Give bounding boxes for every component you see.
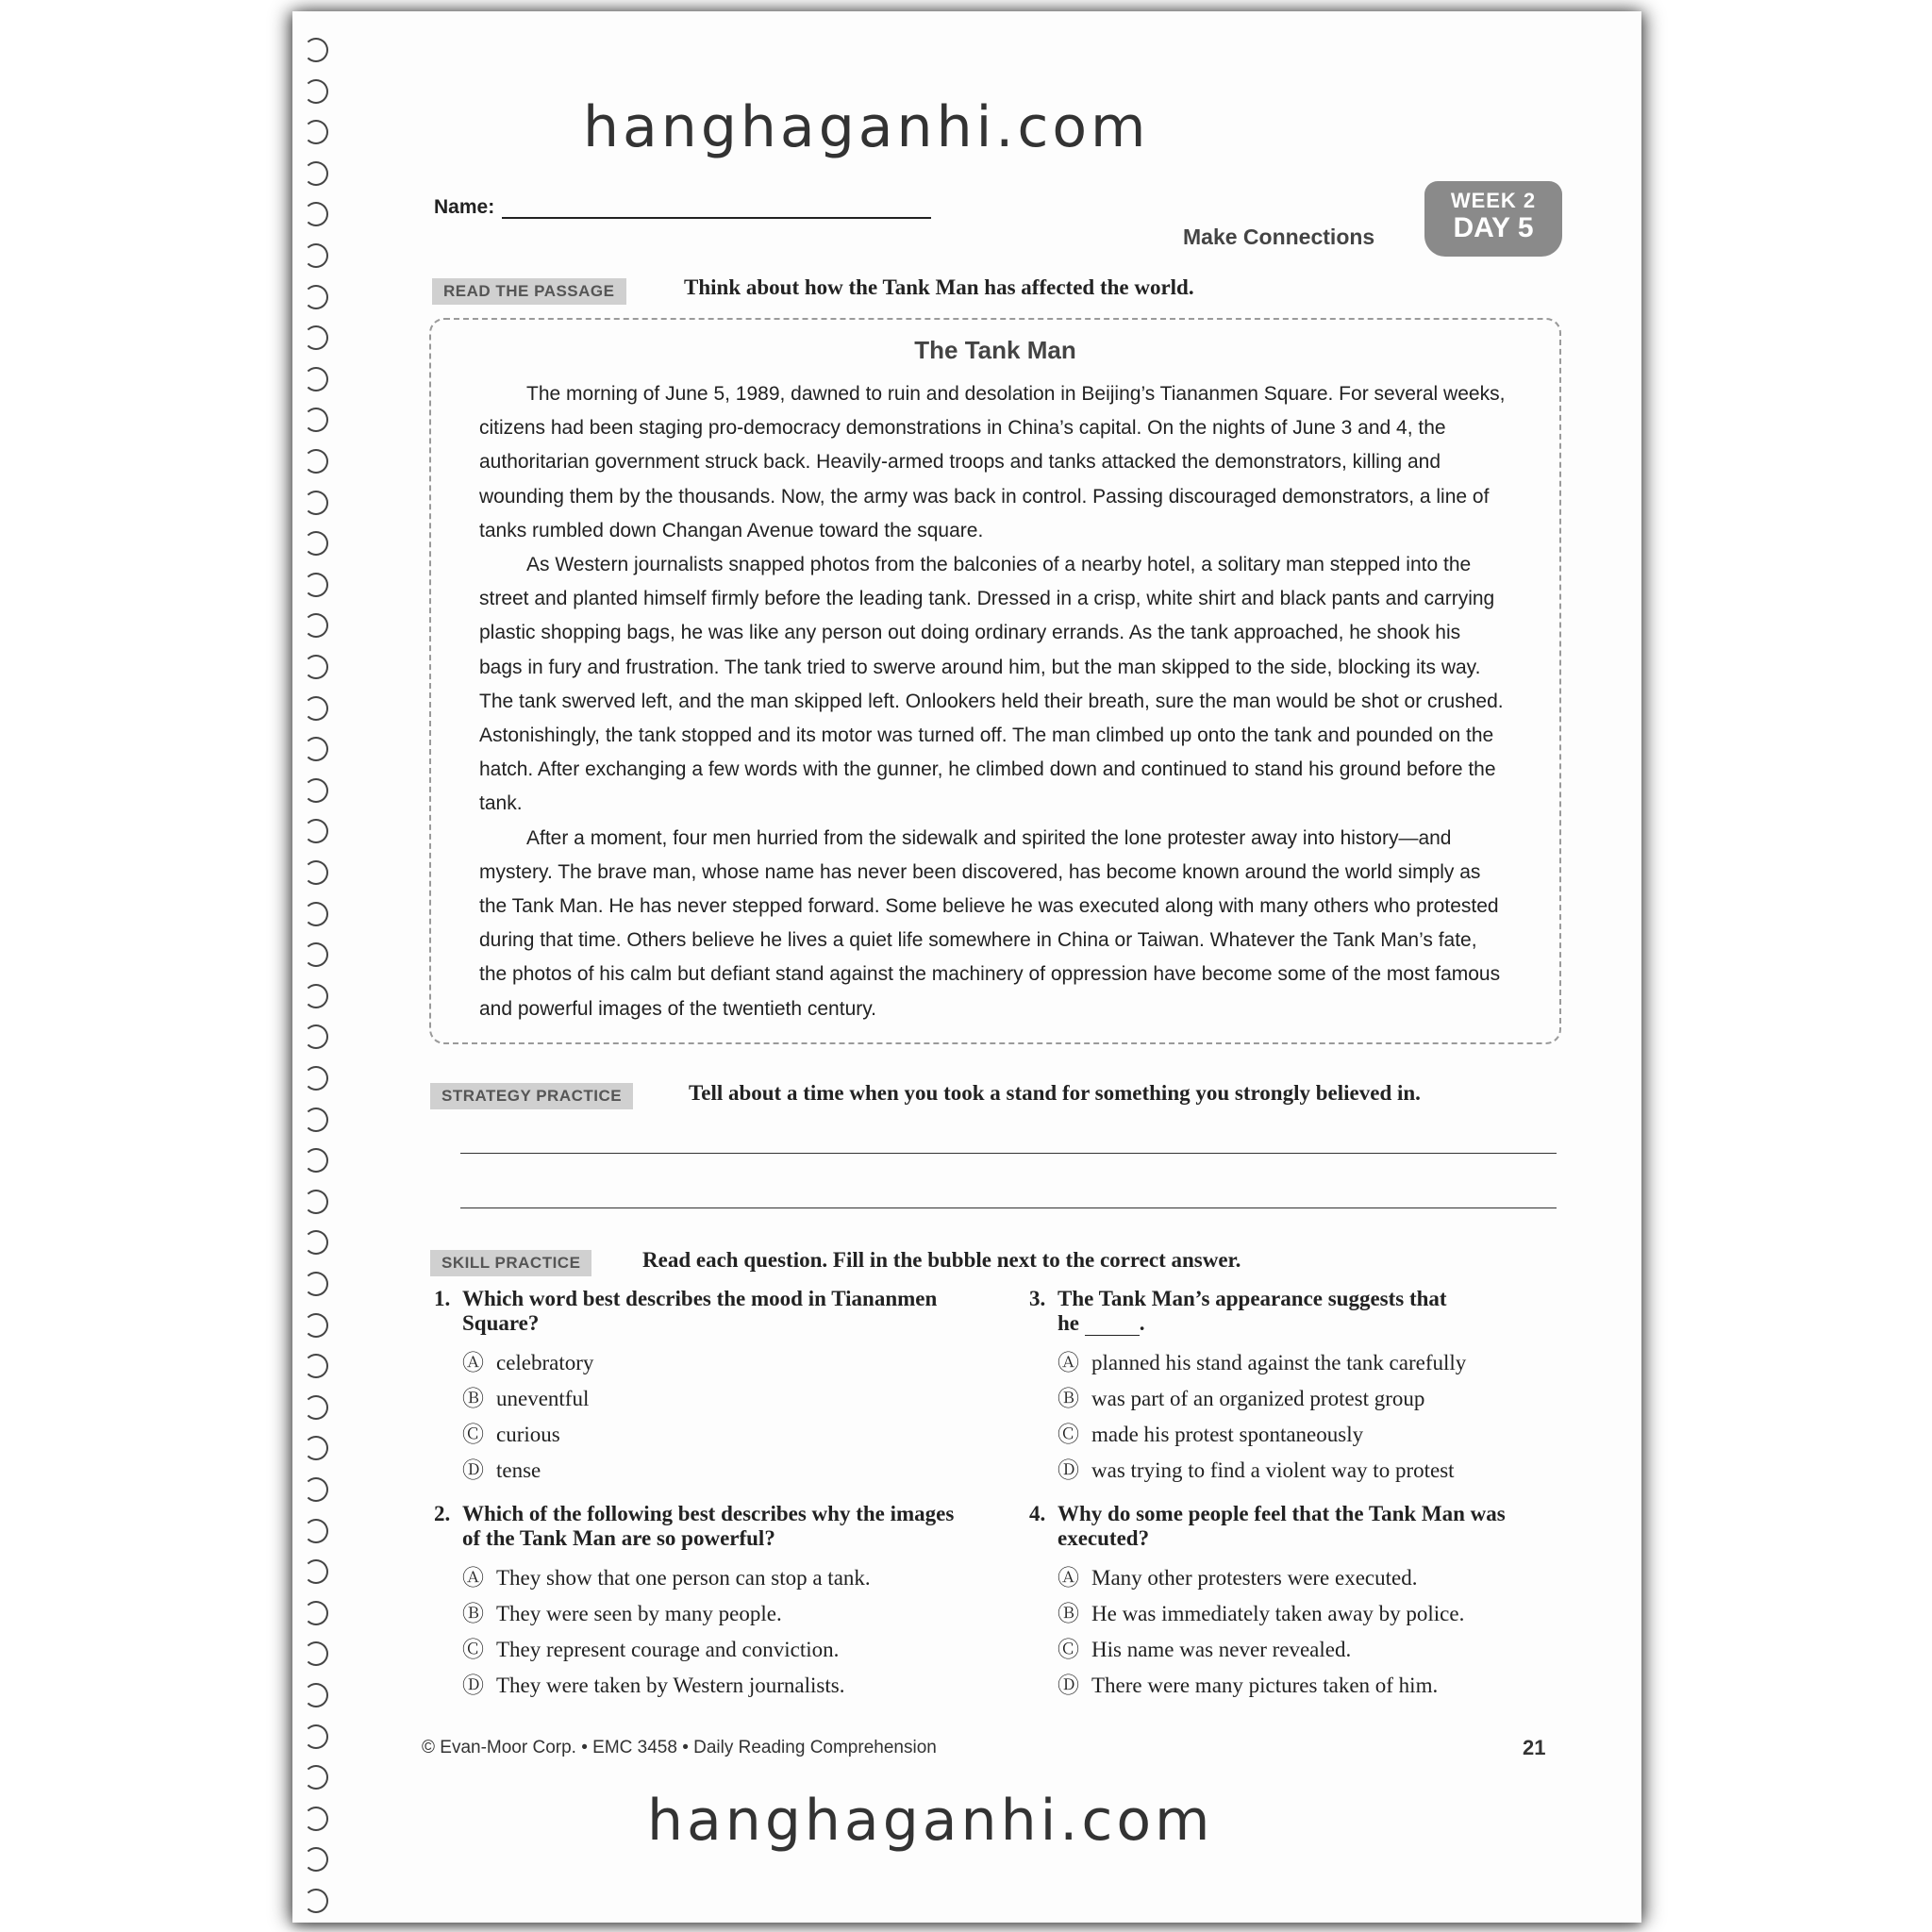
binding-ring-icon <box>304 38 328 62</box>
binding-ring-icon <box>304 1066 328 1091</box>
binding-ring-icon <box>304 1190 328 1214</box>
option-text: curious <box>496 1423 560 1446</box>
bubble-icon[interactable]: Ⓐ <box>1058 1351 1079 1374</box>
question-1 <box>434 1287 962 1489</box>
question-4 <box>1029 1502 1567 1704</box>
binding-ring-icon <box>304 1477 328 1502</box>
binding-ring-icon <box>304 1807 328 1831</box>
binding-ring-icon <box>304 1354 328 1378</box>
spiral-binding <box>304 38 341 1924</box>
binding-ring-icon <box>304 819 328 843</box>
bubble-icon[interactable]: Ⓑ <box>462 1387 484 1410</box>
question-stem: Why do some people feel that the Tank Man was executed? <box>1058 1502 1506 1550</box>
bubble-icon[interactable]: Ⓓ <box>462 1674 484 1697</box>
bubble-icon[interactable]: Ⓐ <box>1058 1566 1079 1590</box>
option-text: They were seen by many people. <box>496 1602 782 1625</box>
option-text: There were many pictures taken of him. <box>1091 1674 1439 1697</box>
answer-option[interactable] <box>1058 1381 1567 1417</box>
option-text: celebratory <box>496 1351 594 1374</box>
answer-option[interactable] <box>462 1596 962 1632</box>
answer-option[interactable] <box>462 1668 962 1704</box>
fill-blank <box>1085 1318 1140 1336</box>
binding-ring-icon <box>304 1148 328 1173</box>
bubble-icon[interactable]: Ⓓ <box>1058 1458 1079 1482</box>
day-label: DAY 5 <box>1453 212 1534 243</box>
answer-option[interactable] <box>1058 1453 1567 1489</box>
binding-ring-icon <box>304 1272 328 1296</box>
binding-ring-icon <box>304 1519 328 1543</box>
binding-ring-icon <box>304 1601 328 1625</box>
option-text: planned his stand against the tank carefully <box>1091 1351 1467 1374</box>
bubble-icon[interactable]: Ⓒ <box>1058 1423 1079 1446</box>
binding-ring-icon <box>304 1889 328 1913</box>
option-text: His name was never revealed. <box>1091 1638 1352 1661</box>
option-text: They represent courage and conviction. <box>496 1638 840 1661</box>
binding-ring-icon <box>304 1024 328 1049</box>
binding-ring-icon <box>304 1847 328 1872</box>
question-2 <box>434 1502 962 1704</box>
binding-ring-icon <box>304 1395 328 1420</box>
option-text: uneventful <box>496 1387 590 1410</box>
binding-ring-icon <box>304 161 328 186</box>
question-number: 1. <box>434 1287 451 1310</box>
binding-ring-icon <box>304 573 328 597</box>
option-text: They were taken by Western journalists. <box>496 1674 845 1697</box>
option-text: Many other protesters were executed. <box>1091 1566 1418 1590</box>
answer-option[interactable] <box>1058 1417 1567 1453</box>
bubble-icon[interactable]: Ⓑ <box>1058 1602 1079 1625</box>
question-stem: Which word best describes the mood in Tiananmen Square? <box>462 1287 938 1335</box>
answer-option[interactable] <box>1058 1345 1567 1381</box>
name-field <box>434 196 931 219</box>
watermark-bottom: hanghaganhi.com <box>647 1788 1214 1854</box>
name-line[interactable] <box>502 200 931 219</box>
binding-ring-icon <box>304 613 328 638</box>
binding-ring-icon <box>304 491 328 515</box>
question-number: 2. <box>434 1502 451 1525</box>
passage-paragraph: After a moment, four men hurried from the sidewalk and spirited the lone protester away into history—and mystery. The brave man, whose name has never been discovered, has become known around the world simply as the Tank Man. He has never stepped forward. Some believe he was executed along with many others who protested during that time. Others believe he lives a quiet life somewhere in China or Taiwan. Whatever the Tank Man’s fate, the photos of his calm but defiant stand against the machinery of oppression have become some of the most famous and powerful images of the twentieth century. <box>479 826 1501 1020</box>
answer-line[interactable] <box>460 1153 1557 1154</box>
binding-ring-icon <box>304 737 328 761</box>
answer-option[interactable] <box>1058 1596 1567 1632</box>
binding-ring-icon <box>304 1724 328 1749</box>
binding-ring-icon <box>304 942 328 967</box>
answer-option[interactable] <box>462 1345 962 1381</box>
binding-ring-icon <box>304 655 328 679</box>
question-stem: Which of the following best describes why the images of the Tank Man are so powerful? <box>462 1502 955 1550</box>
skill-practice-instruction: Read each question. Fill in the bubble next to the correct answer. <box>642 1248 1241 1272</box>
question-stem-end: . <box>1139 1311 1145 1335</box>
option-text: made his protest spontaneously <box>1091 1423 1364 1446</box>
answer-option[interactable] <box>1058 1560 1567 1596</box>
binding-ring-icon <box>304 1683 328 1707</box>
watermark-top: hanghaganhi.com <box>583 94 1150 160</box>
binding-ring-icon <box>304 1641 328 1666</box>
read-passage-instruction: Think about how the Tank Man has affected the world. <box>684 275 1194 299</box>
bubble-icon[interactable]: Ⓒ <box>462 1638 484 1661</box>
binding-ring-icon <box>304 696 328 721</box>
week-label: WEEK 2 <box>1450 189 1537 212</box>
binding-ring-icon <box>304 1559 328 1584</box>
passage-paragraph: The morning of June 5, 1989, dawned to ruin and desolation in Beijing’s Tiananmen Square. For several weeks, citizens had been staging pro-democracy demonstrations in China’s capital. On the nights of June 3 and 4, the authoritarian government struck back. Heavily-armed troops and tanks attacked the demonstrators, killing and wounding them by the thousands. Now, the army was back in control. Passing discouraged demonstrators, a line of tanks rumbled down Changan Avenue toward the square. <box>479 383 1506 541</box>
read-passage-label: READ THE PASSAGE <box>432 278 626 305</box>
answer-option[interactable] <box>1058 1668 1567 1704</box>
binding-ring-icon <box>304 531 328 556</box>
passage-title: The Tank Man <box>914 336 1076 364</box>
passage-text <box>479 377 1507 1026</box>
option-text: tense <box>496 1458 541 1482</box>
binding-ring-icon <box>304 902 328 926</box>
binding-ring-icon <box>304 79 328 104</box>
binding-ring-icon <box>304 860 328 885</box>
binding-ring-icon <box>304 1108 328 1132</box>
footer-copyright: © Evan-Moor Corp. • EMC 3458 • Daily Reading Comprehension <box>422 1738 937 1757</box>
answer-option[interactable] <box>1058 1632 1567 1668</box>
question-stem: The Tank Man’s appearance suggests that <box>1058 1287 1447 1310</box>
answer-option[interactable] <box>462 1381 962 1417</box>
bubble-icon[interactable]: Ⓐ <box>462 1351 484 1374</box>
answer-option[interactable] <box>462 1560 962 1596</box>
option-text: was part of an organized protest group <box>1091 1387 1425 1410</box>
bubble-icon[interactable]: Ⓑ <box>462 1602 484 1625</box>
binding-ring-icon <box>304 1436 328 1460</box>
skill-practice-label: SKILL PRACTICE <box>430 1250 591 1276</box>
strategy-practice-instruction: Tell about a time when you took a stand for something you strongly believed in. <box>689 1081 1421 1105</box>
bubble-icon[interactable]: Ⓓ <box>462 1458 484 1482</box>
binding-ring-icon <box>304 778 328 803</box>
strategy-title: Make Connections <box>1183 225 1375 249</box>
binding-ring-icon <box>304 1765 328 1790</box>
binding-ring-icon <box>304 285 328 309</box>
answer-option[interactable] <box>462 1417 962 1453</box>
binding-ring-icon <box>304 449 328 474</box>
option-text: They show that one person can stop a tank. <box>496 1566 871 1590</box>
bubble-icon[interactable]: Ⓒ <box>1058 1638 1079 1661</box>
strategy-practice-label: STRATEGY PRACTICE <box>430 1083 633 1109</box>
name-label: Name: <box>434 196 495 218</box>
binding-ring-icon <box>304 1230 328 1255</box>
binding-ring-icon <box>304 367 328 391</box>
binding-ring-icon <box>304 202 328 226</box>
question-number: 4. <box>1029 1502 1046 1525</box>
binding-ring-icon <box>304 1313 328 1338</box>
page-number: 21 <box>1523 1736 1546 1759</box>
bubble-icon[interactable]: Ⓒ <box>462 1423 484 1446</box>
question-3 <box>1029 1287 1567 1489</box>
bubble-icon[interactable]: Ⓓ <box>1058 1674 1079 1697</box>
answer-option[interactable] <box>462 1453 962 1489</box>
question-stem-continued: he <box>1058 1311 1079 1335</box>
binding-ring-icon <box>304 325 328 350</box>
binding-ring-icon <box>304 120 328 144</box>
binding-ring-icon <box>304 408 328 432</box>
binding-ring-icon <box>304 984 328 1008</box>
answer-option[interactable] <box>462 1632 962 1668</box>
option-text: He was immediately taken away by police. <box>1091 1602 1465 1625</box>
passage-paragraph: As Western journalists snapped photos from the balconies of a nearby hotel, a solitary man stepped into the street and planted himself firmly before the leading tank. Dressed in a crisp, white shirt and black pants and carrying plastic shopping bags, he was like any person out doing ordinary errands. As the tank approached, he shook his bags in fury and frustration. The tank tried to swerve around him, but the man skipped to the side, blocking its way. The tank swerved left, and the man skipped left. Onlookers held their breath, sure the man would be shot or crushed. Astonishingly, the tank stopped and its motor was turned off. The man climbed up onto the tank and pounded on the hatch. After exchanging a few words with the gunner, he climbed down and continued to stand his ground before the tank. <box>479 554 1504 815</box>
bubble-icon[interactable]: Ⓐ <box>462 1566 484 1590</box>
option-text: was trying to find a violent way to protest <box>1091 1458 1455 1482</box>
week-day-badge <box>1424 181 1562 257</box>
question-number: 3. <box>1029 1287 1046 1310</box>
bubble-icon[interactable]: Ⓑ <box>1058 1387 1079 1410</box>
binding-ring-icon <box>304 243 328 268</box>
